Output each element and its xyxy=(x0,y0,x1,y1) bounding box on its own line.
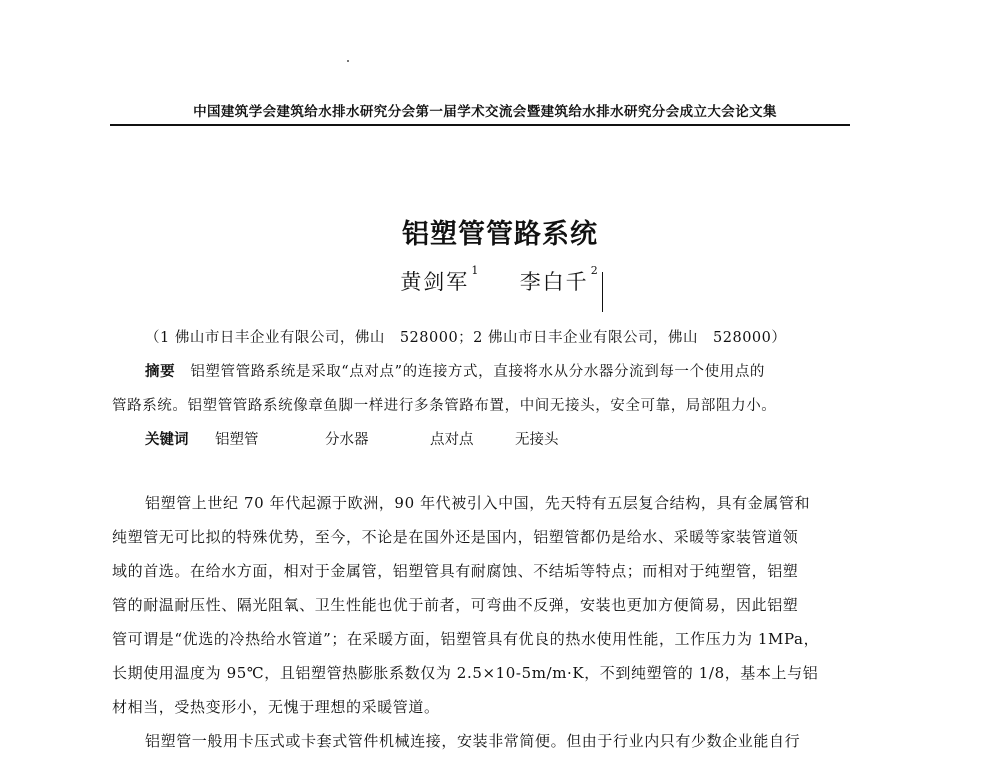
affiliation: （1 佛山市日丰企业有限公司，佛山 528000；2 佛山市日丰企业有限公司，佛山 528000） xyxy=(145,330,787,346)
author-name: 李白千 xyxy=(519,270,589,294)
body-line: 长期使用温度为 95℃，且铝塑管热膨胀系数仅为 2.5×10-5m/m·K，不到纯塑管的 1/8，基本上与铝 xyxy=(112,664,819,682)
body-line: 铝塑管一般用卡压式或卡套式管件机械连接，安装非常简便。但由于行业内只有少数企业能自行 xyxy=(145,732,801,750)
header-rule xyxy=(110,124,850,126)
running-header: 中国建筑学会建筑给水排水研究分会第一届学术交流会暨建筑给水排水研究分会成立大会论文集 xyxy=(193,104,777,120)
body-line: 材相当，受热变形小，无愧于理想的采暖管道。 xyxy=(112,698,440,716)
author-line xyxy=(0,266,1000,296)
abstract-label: 摘要 xyxy=(145,364,176,380)
abstract-text: 铝塑管管路系统是采取“点对点”的连接方式，直接将水从分水器分流到每一个使用点的 xyxy=(190,364,766,380)
abstract-line: 管路系统。铝塑管管路系统像章鱼脚一样进行多条管路布置，中间无接头，安全可靠，局部阻力小。 xyxy=(112,398,777,414)
body-line: 管可谓是“优选的冷热给水管道”；在采暖方面，铝塑管具有优良的热水使用性能，工作压力为 1MPa， xyxy=(112,630,820,648)
keyword: 无接头 xyxy=(515,432,559,448)
keyword: 铝塑管 xyxy=(215,432,259,448)
author-affiliation-mark: 2 xyxy=(590,264,600,277)
scan-speck xyxy=(347,60,349,62)
paper-title: 铝塑管管路系统 xyxy=(402,219,598,250)
keyword: 分水器 xyxy=(325,432,369,448)
author-affiliation-mark: 1 xyxy=(471,264,481,277)
keyword: 点对点 xyxy=(430,432,474,448)
body-line: 域的首选。在给水方面，相对于金属管，铝塑管具有耐腐蚀、不结垢等特点；而相对于纯塑管，铝塑 xyxy=(112,562,799,580)
abstract-line xyxy=(145,360,765,381)
body-line: 管的耐温耐压性、隔光阻氧、卫生性能也优于前者，可弯曲不反弹，安装也更加方便简易，因此铝塑 xyxy=(112,596,799,614)
text-cursor-mark xyxy=(602,272,603,312)
author-name: 黄剑军 xyxy=(400,270,470,294)
keywords-label: 关键词 xyxy=(145,432,189,448)
body-line: 纯塑管无可比拟的特殊优势，至今，不论是在国外还是国内，铝塑管都仍是给水、采暖等家装管道领 xyxy=(112,528,799,546)
body-line: 铝塑管上世纪 70 年代起源于欧洲，90 年代被引入中国，先天特有五层复合结构，具有金属管和 xyxy=(145,494,811,512)
